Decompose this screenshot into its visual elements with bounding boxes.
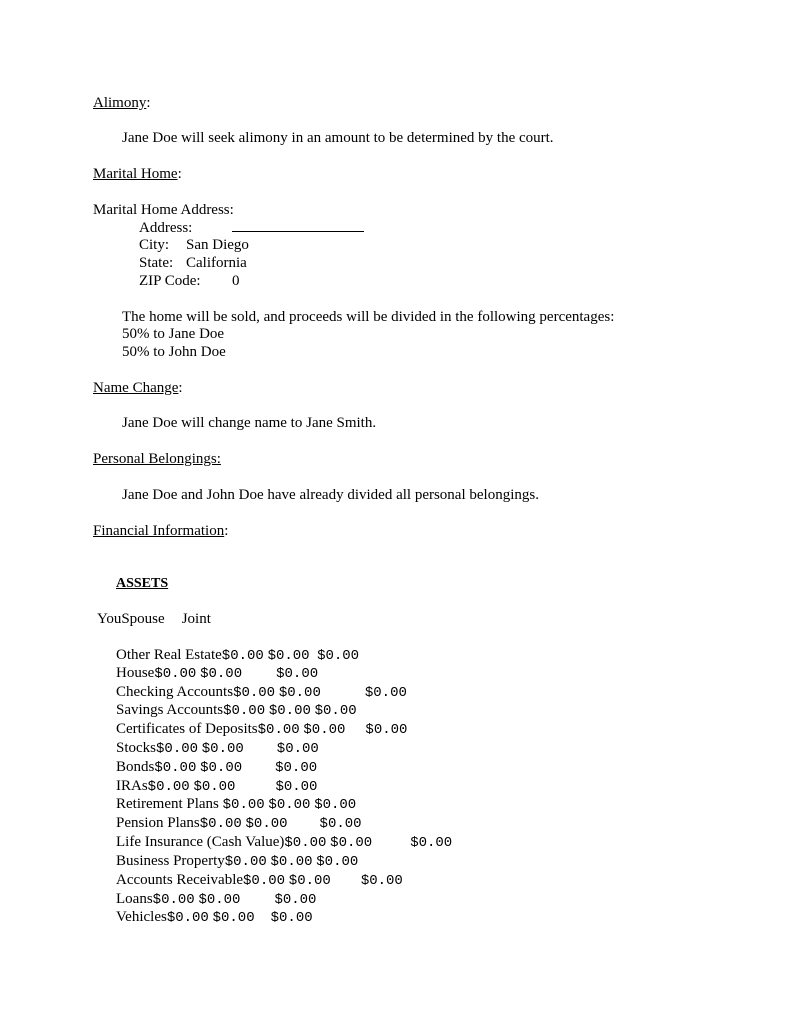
asset-spouse: $0.00	[212, 910, 255, 926]
asset-you: $0.00	[199, 816, 242, 832]
asset-joint: $0.00	[275, 779, 318, 795]
asset-you: $0.00	[156, 741, 199, 757]
asset-row	[116, 908, 313, 927]
financial-heading: Financial Information	[93, 523, 225, 539]
asset-you: $0.00	[154, 666, 197, 682]
financial-heading-line	[93, 522, 228, 540]
asset-joint: $0.00	[319, 816, 362, 832]
asset-column-headers	[97, 610, 211, 628]
asset-row	[116, 890, 316, 909]
alimony-colon: :	[146, 95, 151, 111]
asset-label: Checking Accounts	[116, 684, 234, 700]
asset-joint: $0.00	[274, 892, 317, 908]
address-label: Address:	[139, 220, 193, 236]
asset-label: Vehicles	[116, 909, 167, 925]
col-joint: Joint	[181, 611, 211, 627]
asset-joint: $0.00	[314, 703, 357, 719]
asset-row	[116, 852, 358, 871]
asset-joint: $0.00	[364, 685, 407, 701]
personal-belongings-text: Jane Doe and John Doe have already divided all personal belongings.	[122, 487, 539, 503]
asset-joint: $0.00	[276, 666, 319, 682]
asset-label: House	[116, 665, 155, 681]
asset-spouse: $0.00	[268, 797, 311, 813]
asset-you: $0.00	[257, 722, 300, 738]
zip-value: 0	[232, 273, 240, 289]
asset-joint: $0.00	[275, 760, 318, 776]
asset-joint: $0.00	[410, 835, 453, 851]
name-change-heading-line	[93, 379, 183, 397]
alimony-text: Jane Doe will seek alimony in an amount to be determined by the court.	[122, 130, 554, 146]
alimony-heading: Alimony	[93, 95, 147, 111]
asset-spouse: $0.00	[245, 816, 288, 832]
asset-you: $0.00	[243, 873, 286, 889]
asset-you: $0.00	[154, 760, 197, 776]
asset-spouse: $0.00	[193, 779, 236, 795]
asset-joint: $0.00	[365, 722, 408, 738]
asset-row	[116, 701, 357, 720]
asset-you: $0.00	[166, 910, 209, 926]
asset-row	[116, 664, 318, 683]
asset-row	[116, 871, 403, 890]
asset-label: Loans	[116, 891, 153, 907]
city-value: San Diego	[186, 237, 249, 253]
asset-label: Certificates of Deposits	[116, 721, 258, 737]
asset-you: $0.00	[222, 797, 265, 813]
asset-you: $0.00	[233, 685, 276, 701]
asset-joint: $0.00	[316, 854, 359, 870]
asset-label: Retirement Plans	[116, 796, 223, 812]
asset-spouse: $0.00	[267, 648, 310, 664]
asset-you: $0.00	[221, 648, 264, 664]
asset-you: $0.00	[224, 854, 267, 870]
asset-label: Stocks	[116, 740, 157, 756]
home-sale-text: The home will be sold, and proceeds will be divided in the following percentages:	[122, 309, 615, 325]
marital-home-colon: :	[177, 166, 182, 182]
asset-label: Life Insurance (Cash Value)	[116, 834, 285, 850]
asset-joint: $0.00	[270, 910, 313, 926]
marital-home-heading-line	[93, 165, 182, 183]
financial-colon: :	[224, 523, 229, 539]
asset-row	[116, 814, 362, 833]
marital-home-address-heading: Marital Home Address:	[93, 202, 234, 218]
state-value: California	[186, 255, 247, 271]
zip-label: ZIP Code:	[139, 273, 201, 289]
asset-row	[116, 646, 359, 665]
asset-row	[116, 739, 319, 758]
address-value-blank	[232, 219, 364, 237]
asset-spouse: $0.00	[198, 892, 241, 908]
asset-spouse: $0.00	[270, 854, 313, 870]
home-share-jane: 50% to Jane Doe	[122, 326, 225, 342]
asset-row	[116, 833, 452, 852]
asset-label: Other Real Estate	[116, 647, 222, 663]
alimony-heading-line	[93, 94, 151, 112]
asset-row	[116, 683, 407, 702]
home-share-john: 50% to John Doe	[122, 344, 226, 360]
name-change-text: Jane Doe will change name to Jane Smith.	[122, 415, 377, 431]
asset-spouse: $0.00	[200, 760, 243, 776]
assets-heading: ASSETS	[116, 576, 169, 591]
asset-you: $0.00	[147, 779, 190, 795]
asset-row	[116, 720, 407, 739]
asset-spouse: $0.00	[303, 722, 346, 738]
asset-row	[116, 777, 317, 796]
asset-you: $0.00	[284, 835, 327, 851]
asset-joint: $0.00	[360, 873, 403, 889]
name-change-colon: :	[178, 380, 183, 396]
asset-label: Accounts Receivable	[116, 872, 244, 888]
asset-label: Bonds	[116, 759, 155, 775]
asset-label: IRAs	[116, 778, 148, 794]
asset-row	[116, 758, 317, 777]
asset-row	[116, 795, 356, 814]
asset-spouse: $0.00	[278, 685, 321, 701]
asset-spouse: $0.00	[288, 873, 331, 889]
asset-spouse: $0.00	[200, 666, 243, 682]
marital-home-heading: Marital Home	[93, 166, 178, 182]
asset-joint: $0.00	[317, 648, 360, 664]
personal-belongings-heading: Personal Belongings:	[93, 451, 221, 467]
asset-spouse: $0.00	[201, 741, 244, 757]
asset-you: $0.00	[223, 703, 266, 719]
asset-label: Pension Plans	[116, 815, 200, 831]
asset-label: Savings Accounts	[116, 702, 224, 718]
state-label: State:	[139, 255, 174, 271]
asset-label: Business Property	[116, 853, 225, 869]
col-you: You	[97, 611, 122, 627]
city-label: City:	[139, 237, 170, 253]
asset-spouse: $0.00	[268, 703, 311, 719]
asset-you: $0.00	[152, 892, 195, 908]
asset-spouse: $0.00	[330, 835, 373, 851]
asset-joint: $0.00	[314, 797, 357, 813]
name-change-heading: Name Change	[93, 380, 179, 396]
col-spouse: Spouse	[121, 611, 165, 627]
asset-joint: $0.00	[276, 741, 319, 757]
